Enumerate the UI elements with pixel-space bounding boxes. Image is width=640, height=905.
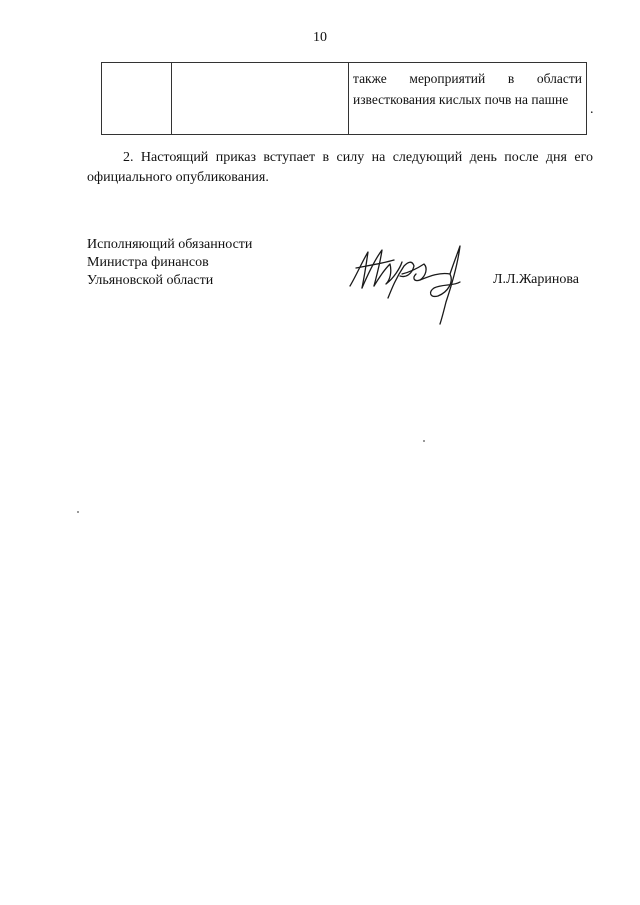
continuation-table [101,62,587,135]
table-cell-number [102,63,172,135]
paragraph-line: 2. Настоящий приказ вступает в силу на следующий день после дня его [123,150,593,165]
table-cell-name [172,63,349,135]
handwritten-signature [342,238,472,328]
scan-speck [423,440,425,442]
cell-description-text [353,68,582,110]
order-paragraph-2 [87,148,593,188]
table-cell-description [349,63,587,135]
position-line: Исполняющий обязанности [87,237,253,252]
table-trailing-mark: . [590,102,594,117]
paragraph-line: официального опубликования. [87,170,269,185]
position-line: Ульяновской области [87,273,214,288]
position-line: Министра финансов [87,255,209,270]
page-number: 10 [313,30,327,45]
cell-line: известкования кислых почв на пашне [353,92,569,107]
signer-name: Л.Л.Жаринова [493,272,580,287]
cell-line: также мероприятий в области [353,71,582,86]
scan-speck [77,511,79,513]
signatory-position [87,236,252,290]
table-row [102,63,587,135]
